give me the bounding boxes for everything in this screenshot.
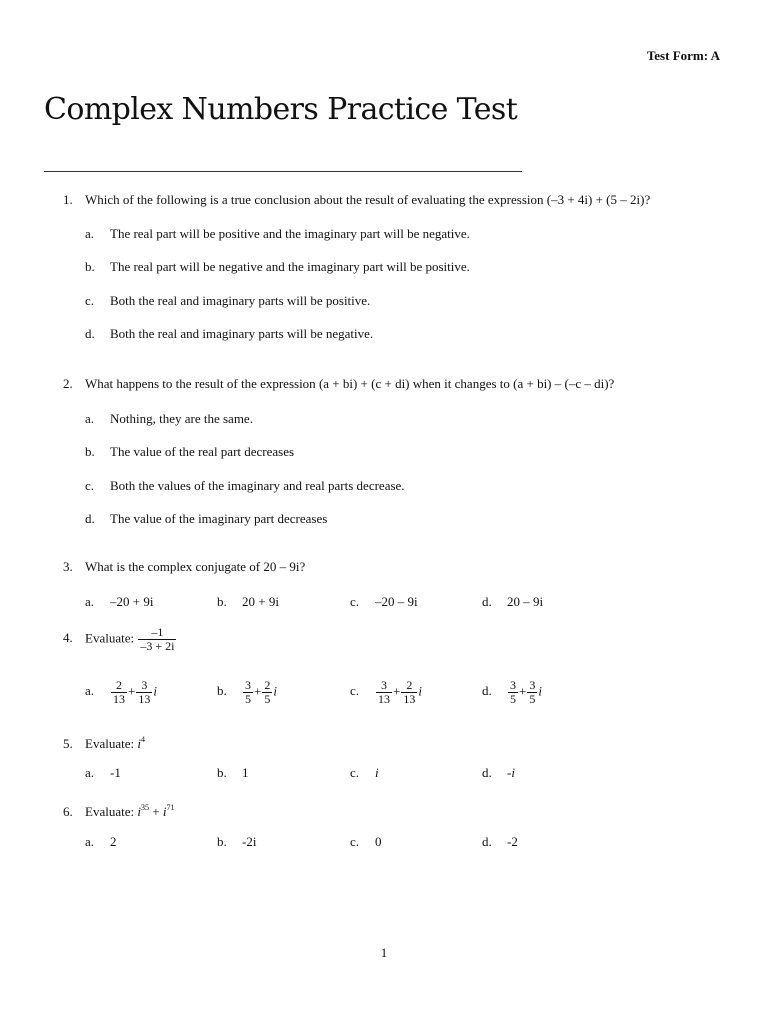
question-number: 2. bbox=[63, 376, 73, 391]
fraction-numerator: 3 bbox=[136, 679, 152, 693]
expression-base-1: i bbox=[137, 804, 141, 819]
fraction-2 bbox=[136, 679, 152, 706]
option-letter: a. bbox=[85, 834, 95, 849]
option-text: -2i bbox=[242, 834, 257, 849]
option-6b bbox=[217, 834, 256, 850]
option-letter: a. bbox=[85, 411, 95, 426]
question-number: 5. bbox=[63, 736, 73, 751]
question-text: Evaluate: bbox=[85, 804, 135, 819]
plus-sign: + bbox=[519, 683, 527, 699]
option-2c bbox=[85, 478, 405, 494]
option-3a bbox=[85, 594, 153, 610]
option-letter: d. bbox=[482, 834, 492, 849]
option-4a bbox=[85, 679, 157, 706]
fraction-1 bbox=[508, 679, 518, 706]
option-letter: d. bbox=[482, 594, 492, 609]
fraction-denominator: 13 bbox=[138, 692, 151, 706]
fraction-2 bbox=[262, 679, 272, 706]
option-text: -1 bbox=[110, 765, 121, 780]
option-text: 0 bbox=[375, 834, 382, 849]
option-2a bbox=[85, 411, 253, 427]
question-2 bbox=[63, 376, 614, 392]
option-letter: c. bbox=[350, 834, 360, 849]
option-6d bbox=[482, 834, 518, 850]
fraction-1 bbox=[111, 679, 127, 706]
option-1c bbox=[85, 293, 370, 309]
imaginary-unit: i bbox=[418, 683, 422, 699]
fraction-denominator: 5 bbox=[529, 692, 536, 706]
page-number: 1 bbox=[380, 945, 388, 960]
fraction-2 bbox=[401, 679, 417, 706]
fraction-numerator: 2 bbox=[111, 679, 127, 693]
option-1a bbox=[85, 226, 470, 242]
question-text: Evaluate: bbox=[85, 630, 135, 646]
question-expression-2: (a + bi) – (–c – di)? bbox=[513, 376, 615, 391]
plus-sign: + bbox=[152, 804, 160, 819]
imaginary-unit: i bbox=[273, 683, 277, 699]
question-expression: 20 – 9i? bbox=[263, 559, 306, 574]
question-5 bbox=[63, 732, 145, 752]
option-letter: c. bbox=[350, 683, 360, 699]
option-text: The value of the real part decreases bbox=[110, 444, 295, 459]
fraction-numerator: –1 bbox=[138, 626, 176, 640]
option-text: –20 + 9i bbox=[110, 594, 154, 609]
option-text: 20 + 9i bbox=[242, 594, 279, 609]
option-text: -i bbox=[507, 765, 515, 780]
option-letter: c. bbox=[85, 478, 95, 493]
option-letter: a. bbox=[85, 765, 95, 780]
option-6c bbox=[350, 834, 382, 850]
option-text: 2 bbox=[110, 834, 117, 849]
title-underline bbox=[44, 171, 522, 172]
option-letter: d. bbox=[482, 683, 492, 699]
fraction-numerator: 3 bbox=[510, 678, 516, 692]
option-letter: d. bbox=[482, 765, 492, 780]
question-3 bbox=[63, 559, 305, 575]
fraction-2 bbox=[527, 679, 537, 706]
option-letter: b. bbox=[217, 683, 227, 699]
fraction-numerator: 2 bbox=[401, 679, 417, 693]
question-number: 3. bbox=[63, 559, 73, 574]
option-2b bbox=[85, 444, 294, 460]
option-letter: c. bbox=[85, 293, 95, 308]
option-3b bbox=[217, 594, 279, 610]
option-letter: b. bbox=[217, 834, 227, 849]
option-3c bbox=[350, 594, 418, 610]
question-fraction bbox=[138, 626, 176, 653]
option-text: The value of the imaginary part decreases bbox=[110, 511, 328, 526]
option-1d bbox=[85, 326, 373, 342]
option-text: Nothing, they are the same. bbox=[110, 411, 253, 426]
imaginary-unit: i bbox=[538, 683, 542, 699]
fraction-numerator: 3 bbox=[529, 678, 536, 692]
option-letter: a. bbox=[85, 226, 95, 241]
question-number: 4. bbox=[63, 630, 73, 646]
option-4b bbox=[217, 679, 277, 706]
question-expression: (–3 + 4i) + (5 – 2i)? bbox=[546, 192, 651, 207]
option-2d bbox=[85, 511, 327, 527]
expression-exponent: 4 bbox=[140, 735, 145, 744]
option-text: 20 – 9i bbox=[507, 594, 544, 609]
fraction-1 bbox=[243, 679, 253, 706]
option-3d bbox=[482, 594, 543, 610]
question-text-2: when it changes to bbox=[412, 376, 510, 391]
fraction-denominator: 5 bbox=[264, 692, 271, 706]
expression-exponent-1: 35 bbox=[140, 803, 149, 812]
fraction-denominator: 13 bbox=[378, 692, 390, 706]
option-1b bbox=[85, 259, 470, 275]
option-letter: a. bbox=[85, 683, 95, 699]
test-form-label: Test Form: A bbox=[646, 48, 720, 63]
option-text: Both the real and imaginary parts will be negative. bbox=[110, 326, 374, 341]
option-text: The real part will be negative and the imaginary part will be positive. bbox=[110, 259, 470, 274]
fraction-denominator: 13 bbox=[403, 692, 416, 706]
question-text: What happens to the result of the expression bbox=[85, 376, 316, 391]
question-1 bbox=[63, 192, 650, 208]
option-text: –20 – 9i bbox=[375, 594, 418, 609]
question-expression-1: (a + bi) + (c + di) bbox=[318, 376, 410, 391]
fraction-denominator: –3 + 2i bbox=[140, 639, 175, 653]
fraction-1 bbox=[376, 679, 392, 706]
expression-base: i bbox=[137, 736, 141, 751]
question-6 bbox=[63, 800, 174, 820]
fraction-numerator: 2 bbox=[264, 678, 271, 692]
option-text: i bbox=[375, 765, 379, 780]
option-text: Both the real and imaginary parts will be positive. bbox=[110, 293, 371, 308]
option-letter: d. bbox=[85, 511, 95, 526]
question-text: Evaluate: bbox=[85, 736, 135, 751]
question-number: 1. bbox=[63, 192, 73, 207]
fraction-denominator: 13 bbox=[113, 692, 125, 706]
question-number: 6. bbox=[63, 804, 73, 819]
option-5b bbox=[217, 765, 249, 781]
option-text: Both the values of the imaginary and real parts decrease. bbox=[110, 478, 405, 493]
option-letter: b. bbox=[85, 444, 95, 459]
option-text: 1 bbox=[242, 765, 249, 780]
option-5c bbox=[350, 765, 379, 781]
plus-sign: + bbox=[254, 683, 262, 699]
question-text: Which of the following is a true conclusion about the result of evaluating the expression bbox=[85, 192, 544, 207]
imaginary-unit: i bbox=[153, 683, 157, 699]
option-4c bbox=[350, 679, 422, 706]
question-4 bbox=[63, 626, 177, 653]
expression-base-2: i bbox=[162, 804, 167, 819]
fraction-numerator: 3 bbox=[245, 678, 251, 692]
option-6a bbox=[85, 834, 117, 850]
fraction-denominator: 5 bbox=[245, 692, 251, 706]
option-5a bbox=[85, 765, 121, 781]
question-text: What is the complex conjugate of bbox=[85, 559, 261, 574]
expression-exponent-2: 71 bbox=[166, 803, 175, 812]
option-letter: d. bbox=[85, 326, 95, 341]
option-text: The real part will be positive and the imaginary part will be negative. bbox=[110, 226, 470, 241]
fraction-numerator: 3 bbox=[376, 679, 392, 693]
plus-sign: + bbox=[393, 683, 401, 699]
option-letter: b. bbox=[217, 594, 227, 609]
plus-sign: + bbox=[128, 683, 136, 699]
option-4d bbox=[482, 679, 542, 706]
option-letter: c. bbox=[350, 765, 360, 780]
option-text: -2 bbox=[507, 834, 518, 849]
option-letter: b. bbox=[217, 765, 227, 780]
page-title: Complex Numbers Practice Test bbox=[44, 92, 518, 127]
option-letter: b. bbox=[85, 259, 95, 274]
option-5d bbox=[482, 765, 515, 781]
option-letter: a. bbox=[85, 594, 95, 609]
fraction-denominator: 5 bbox=[510, 692, 516, 706]
option-letter: c. bbox=[350, 594, 360, 609]
